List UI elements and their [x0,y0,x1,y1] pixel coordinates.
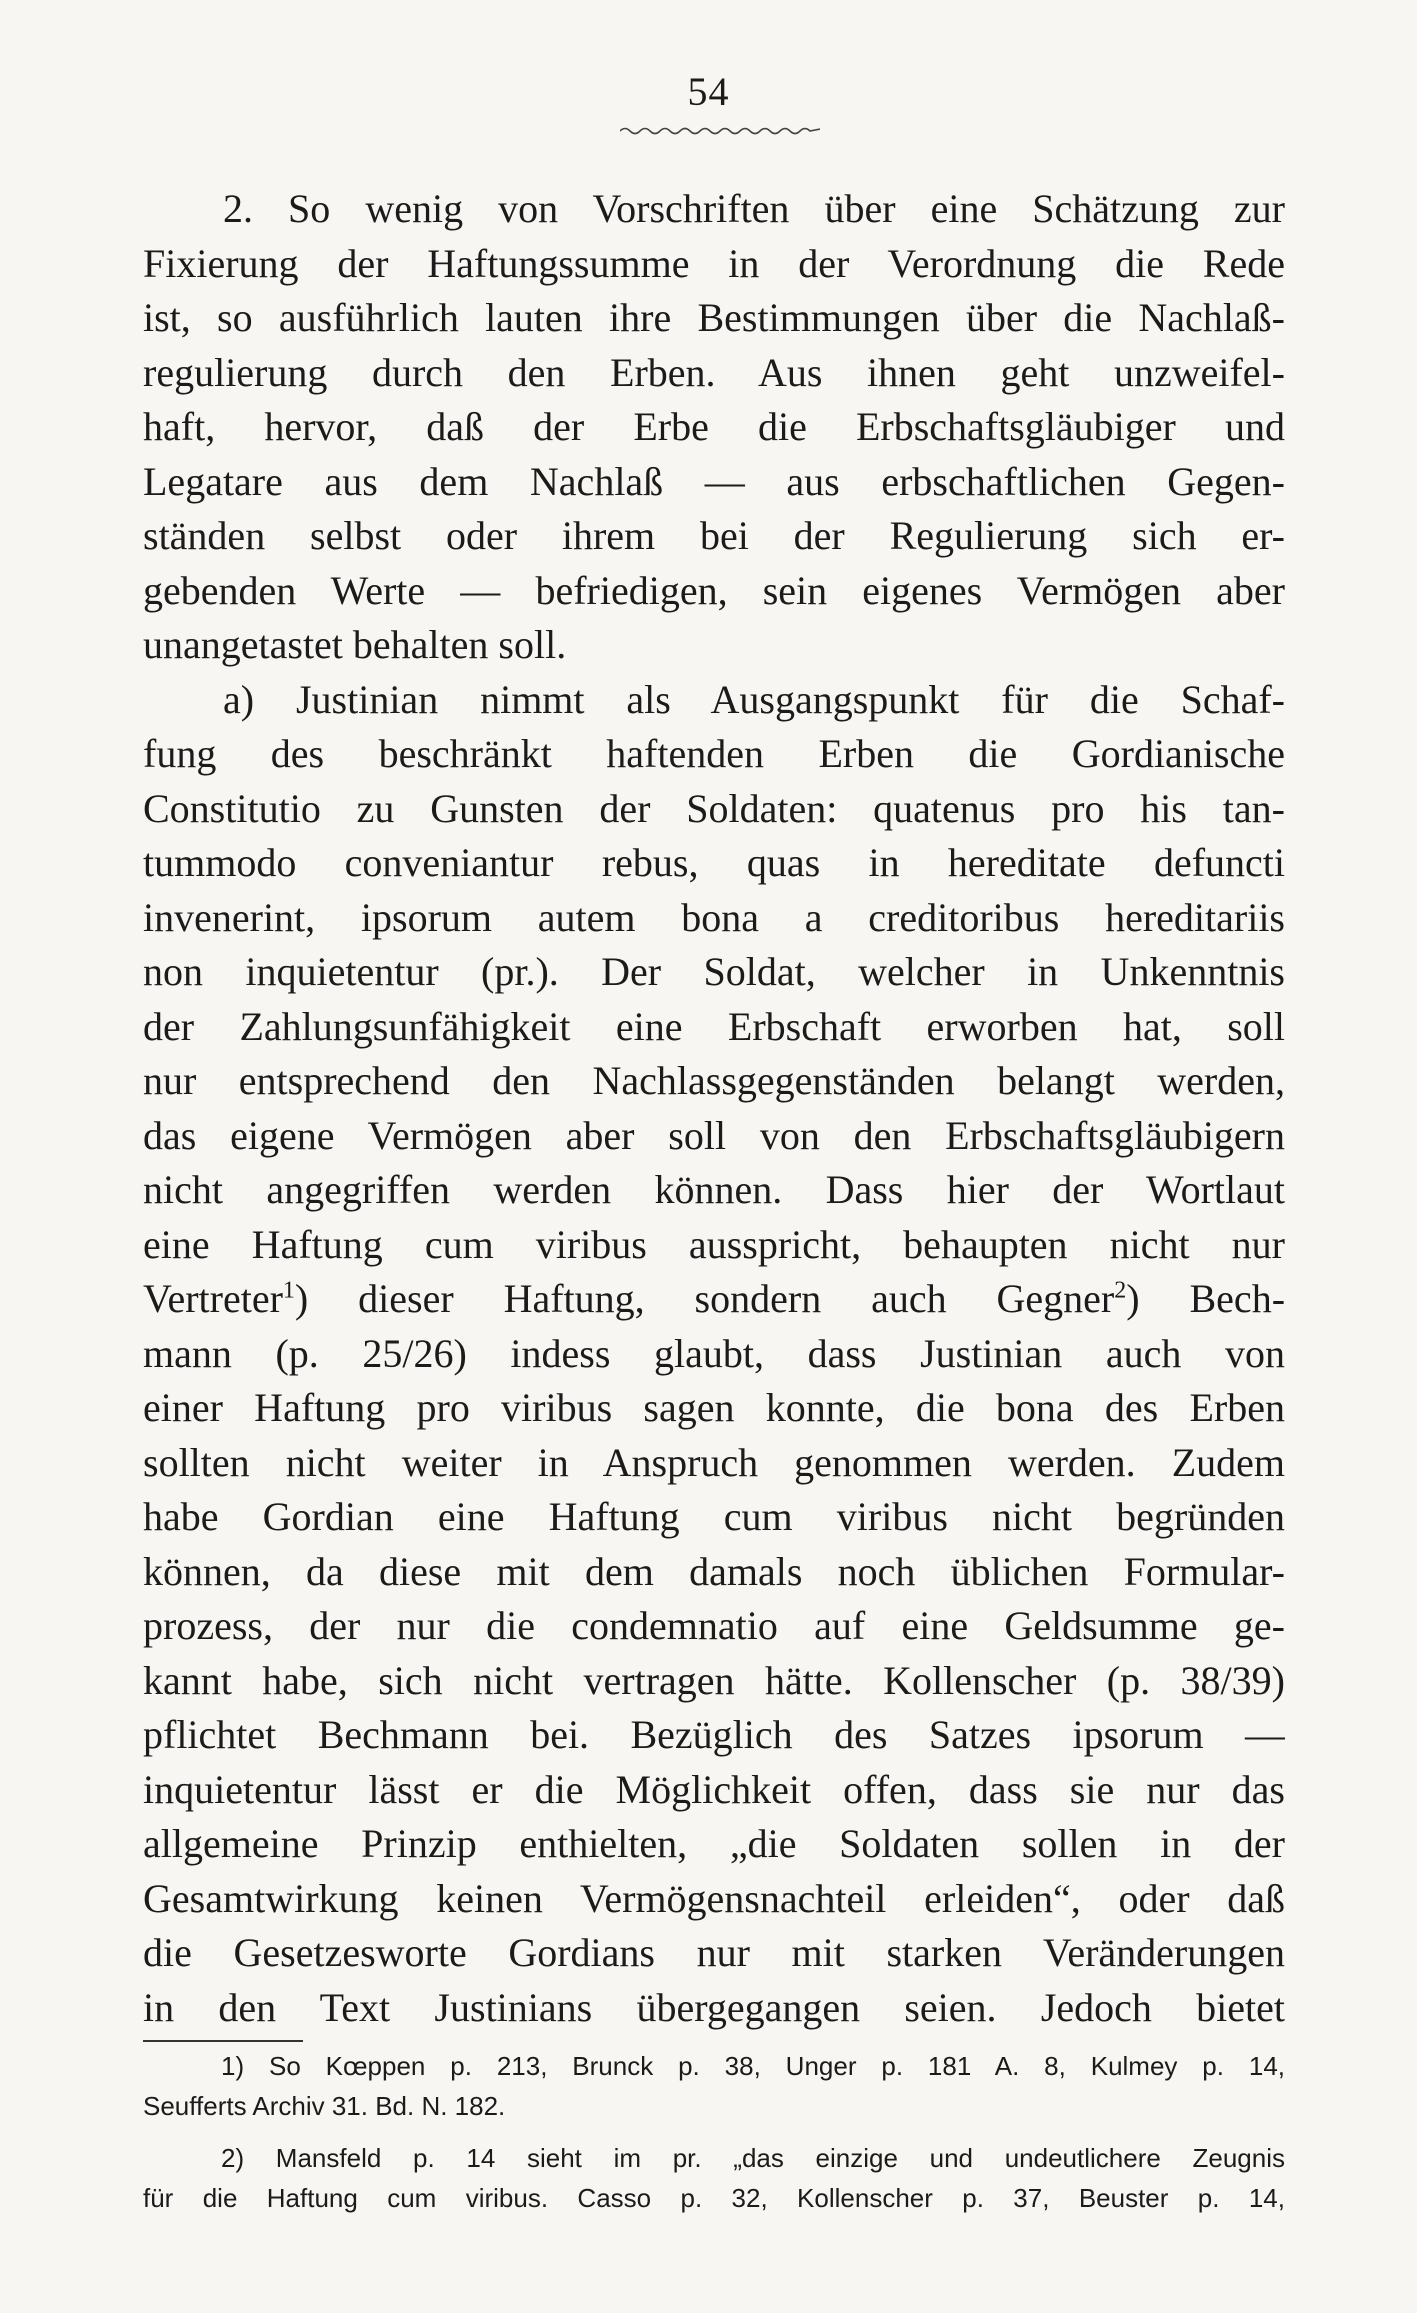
text-line: regulierung durch den Erben. Aus ihnen geht unzweifel- [143,349,1285,395]
text-line: Fixierung der Haftungssumme in der Verordnung die Rede [143,240,1285,286]
main-text [143,182,1285,2035]
text-line: 2. So wenig von Vorschriften über eine Schätzung zur [223,186,1285,231]
text-line: inquietentur lässt er die Möglichkeit offen, dass sie nur das [143,1766,1285,1812]
footnote-ref-1: 1 [282,1277,295,1304]
text-line: einer Haftung pro viribus sagen konnte, die bona des Erben [143,1385,1285,1430]
text-line: allgemeine Prinzip enthielten, „die Soldaten sollen in der [143,1821,1285,1866]
text-line: pflichtet Bechmann bei. Bezüglich des Satzes ipsorum — [143,1712,1285,1757]
text-line: unangetastet behalten soll. [143,622,567,667]
text-line: a) Justinian nimmt als Ausgangspunkt für die Schaf- [223,676,1285,722]
text-line: ist, so ausführlich lauten ihre Bestimmungen über die Nachlaß- [143,295,1285,340]
footnote-2: 2) Mansfeld p. 14 sieht im pr. „das einzige und undeutlichere Zeugnis [221,2143,1285,2173]
text-line: mann (p. 25/26) indess glaubt, dass Justinian auch von [143,1330,1285,1376]
text-line: fung des beschränkt haftenden Erben die Gordianische [143,731,1285,776]
text-line: in den Text Justinians übergegangen seien. Jedoch bietet [143,1984,1285,2030]
text-line: ständen selbst oder ihrem bei der Regulierung sich er- [143,513,1285,558]
text-line: non inquietentur (pr.). Der Soldat, welcher in Unkenntnis [143,949,1285,994]
text-line: Legatare aus dem Nachlaß — aus erbschaftlichen Gegen- [143,458,1285,504]
text-line: tummodo conveniantur rebus, quas in hereditate defuncti [143,840,1285,885]
text-line: Constitutio zu Gunsten der Soldaten: quatenus pro his tan- [143,785,1285,831]
footnote-1-continued: Seufferts Archiv 31. Bd. N. 182. [143,2091,506,2121]
text-line-with-footnote-refs [143,1272,1285,1327]
text-line: prozess, der nur die condemnatio auf eine Geldsumme ge- [143,1603,1285,1648]
text-line: können, da diese mit dem damals noch üblichen Formular- [143,1548,1285,1594]
footnote-separator [143,2040,303,2042]
footnotes [143,2046,1285,2218]
text-fragment: ) dieser Haftung, sondern auch Gegner [294,1276,1115,1321]
ornament-divider [620,125,820,137]
text-line: invenerint, ipsorum autem bona a creditoribus hereditariis [143,894,1285,940]
text-line: kannt habe, sich nicht vertragen hätte. Kollenscher (p. 38/39) [143,1657,1285,1703]
text-line: nur entsprechend den Nachlassgegenständen belangt werden, [143,1058,1285,1103]
text-line: habe Gordian eine Haftung cum viribus nicht begründen [143,1494,1285,1539]
footnote-ref-2: 2 [1114,1277,1127,1304]
page-number: 54 [687,69,730,114]
footnote-1: 1) So Kœppen p. 213, Brunck p. 38, Unger p. 181 A. 8, Kulmey p. 14, [221,2051,1285,2081]
text-line: nicht angegriffen werden können. Dass hier der Wortlaut [143,1167,1285,1212]
text-line: sollten nicht weiter in Anspruch genommen werden. Zudem [143,1439,1285,1485]
paragraph-2 [143,182,1285,673]
footnote-2-continued: für die Haftung cum viribus. Casso p. 32, Kollenscher p. 37, Beuster p. 14, [143,2183,1285,2213]
text-line: der Zahlungsunfähigkeit eine Erbschaft erworben hat, soll [143,1003,1285,1049]
text-line: Gesamtwirkung keinen Vermögensnachteil erleiden“, oder daß [143,1875,1285,1921]
text-line: eine Haftung cum viribus ausspricht, behaupten nicht nur [143,1221,1285,1267]
text-line: gebenden Werte — befriedigen, sein eigenes Vermögen aber [143,567,1285,613]
text-line: haft, hervor, daß der Erbe die Erbschaftsgläubiger und [143,404,1285,449]
text-line: das eigene Vermögen aber soll von den Erbschaftsgläubigern [143,1112,1285,1158]
text-fragment: ) Bech- [1126,1276,1285,1321]
text-fragment: Vertreter [143,1276,283,1321]
paragraph-a [143,673,1285,2036]
text-line: die Gesetzesworte Gordians nur mit starken Veränderungen [143,1930,1285,1975]
